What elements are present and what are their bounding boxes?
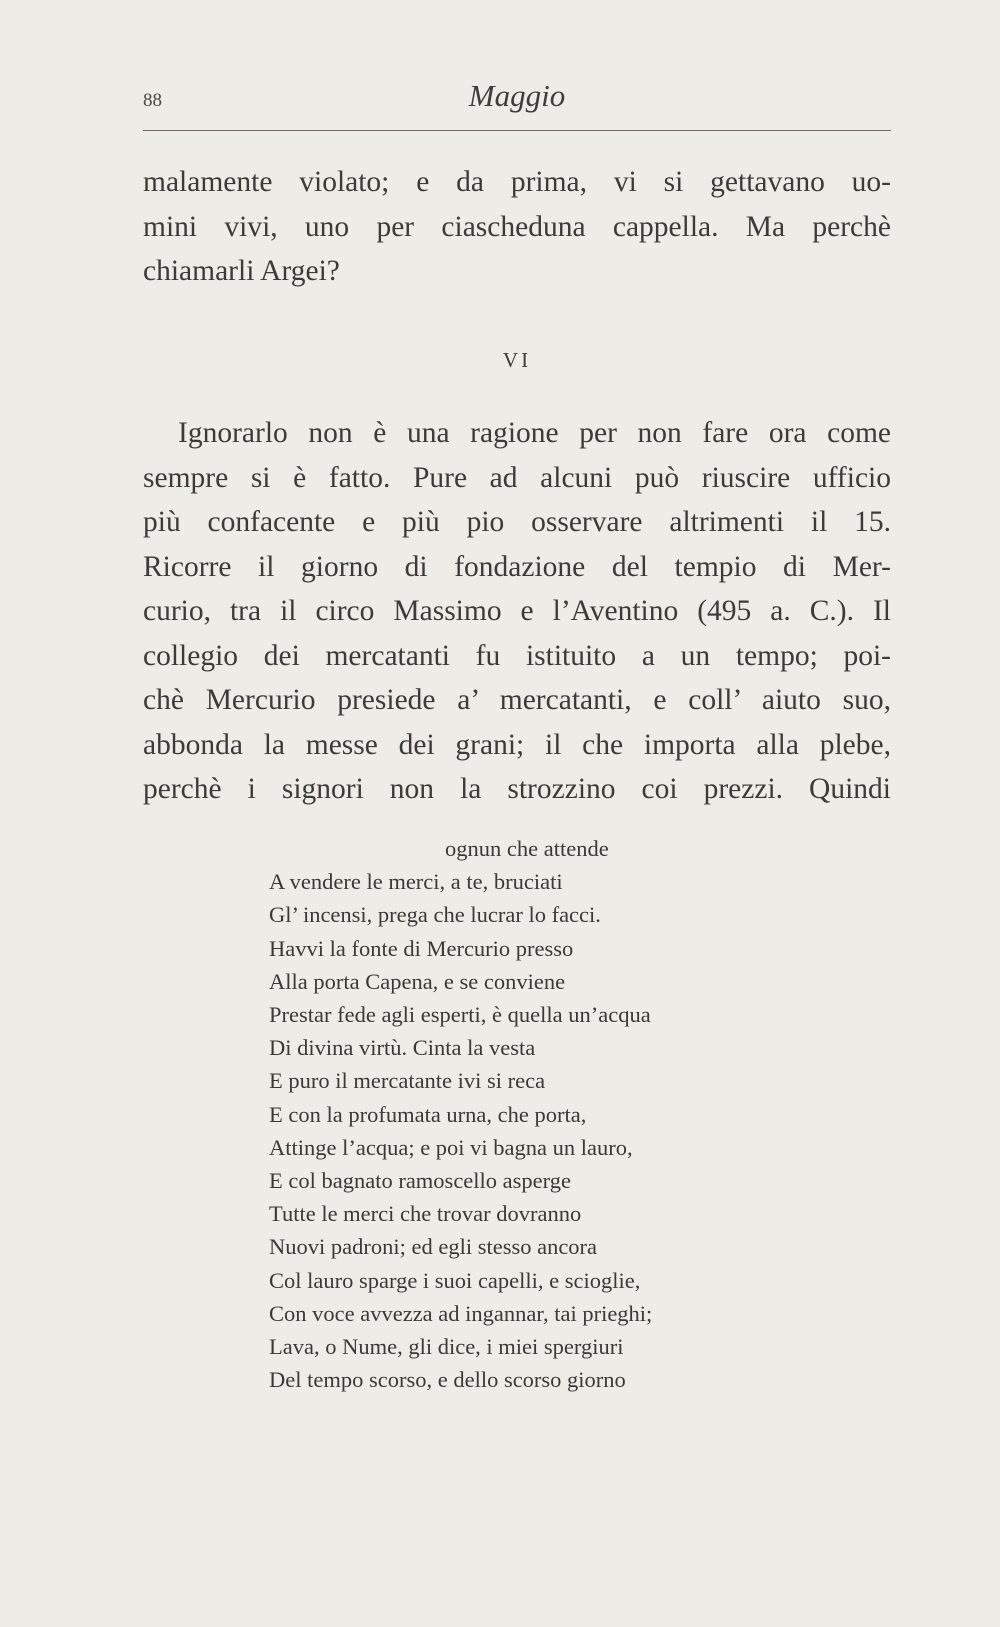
verse-line: ognun che attende: [445, 836, 609, 861]
verse-line: Nuovi padroni; ed egli stesso ancora: [269, 1234, 598, 1260]
verse-line: A vendere le merci, a te, bruciati: [269, 869, 563, 895]
text-line: collegio dei mercatanti fu istituito a un tempo; poi-: [143, 639, 891, 672]
verse-line: Attinge l’acqua; e poi vi bagna un lauro,: [269, 1134, 633, 1160]
verse-line: Alla porta Capena, e se conviene: [269, 968, 566, 994]
text-line: sempre si è fatto. Pure ad alcuni può riuscire ufficio: [143, 461, 891, 494]
verse-line: Gl’ incensi, prega che lucrar lo facci.: [269, 902, 601, 928]
text-line: più confacente e più pio osservare altrimenti il 15.: [143, 506, 891, 538]
verse-line: Havvi la fonte di Mercurio presso: [269, 935, 574, 961]
text-line: Ricorre il giorno di fondazione del tempio di Mer-: [143, 550, 891, 583]
verse-line: Di divina virtù. Cinta la vesta: [269, 1035, 536, 1061]
page-header: [143, 78, 891, 128]
text-line: chiamarli Argei?: [143, 255, 340, 287]
text-line: malamente violato; e da prima, vi si gettavano uo-: [143, 166, 891, 198]
verse-line: Lava, o Nume, gli dice, i miei spergiuri: [269, 1334, 624, 1360]
text-line: curio, tra il circo Massimo e l’Aventino (495 a. C.). Il: [143, 595, 891, 627]
page-number: 88: [143, 90, 162, 111]
text-line: abbonda la messe dei grani; il che importa alla plebe,: [143, 728, 891, 761]
verse-line: E col bagnato ramoscello asperge: [269, 1168, 571, 1194]
running-title: Maggio: [468, 78, 566, 113]
text-line: Ignorarlo non è una ragione per non fare ora come: [178, 417, 891, 449]
paragraph-section-vi: [143, 411, 891, 812]
verse-line: Col lauro sparge i suoi capelli, e scioglie,: [269, 1267, 641, 1293]
header-rule: [143, 130, 891, 131]
verse-line: Con voce avvezza ad ingannar, tai prieghi;: [269, 1300, 653, 1326]
verse-quotation: [269, 832, 829, 1396]
text-line: chè Mercurio presiede a’ mercatanti, e coll’ aiuto suo,: [143, 684, 891, 716]
section-heading: VI: [502, 348, 532, 372]
verse-line: E con la profumata urna, che porta,: [269, 1101, 587, 1127]
text-line: mini vivi, uno per ciascheduna cappella. Ma perchè: [143, 210, 891, 243]
verse-line: Del tempo scorso, e dello scorso giorno: [269, 1367, 626, 1393]
verse-line: E puro il mercatante ivi si reca: [269, 1068, 546, 1094]
verse-line: Prestar fede agli esperti, è quella un’acqua: [269, 1002, 651, 1028]
paragraph-continuation: [143, 160, 891, 294]
verse-line: Tutte le merci che trovar dovranno: [269, 1201, 582, 1227]
text-line: perchè i signori non la strozzino coi prezzi. Quindi: [143, 773, 891, 805]
